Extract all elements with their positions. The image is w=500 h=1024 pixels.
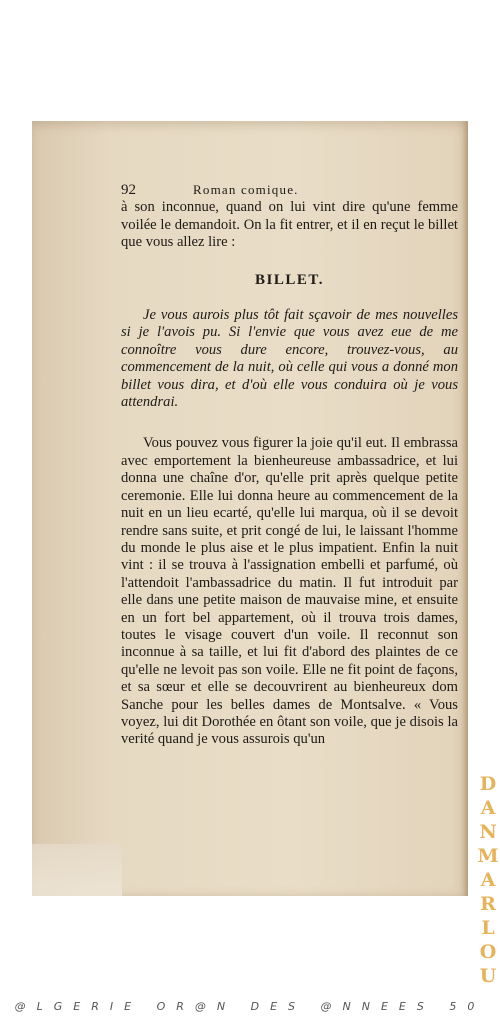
side-watermark-letter: L	[481, 917, 495, 939]
letter-paragraph: Je vous aurois plus tôt fait sçavoir de mes nouvelles si je l'avois pu. Si l'envie que vous avez eue de me connoître vous dure encore, trouvez-vous, au commencement de la nuit, où celle qui vous a donné mon billet vous dira, et d'où elle vous conduira où je vous attendrai.	[121, 307, 458, 411]
side-watermark-letter: O	[479, 941, 497, 963]
book-page	[32, 121, 468, 896]
side-watermark-letter: N	[479, 821, 497, 843]
page-corner-stain	[32, 844, 122, 896]
side-watermark-letter: A	[480, 797, 496, 819]
side-watermark-letter: U	[479, 965, 497, 987]
side-watermark-letter: A	[480, 869, 496, 891]
page-header	[121, 181, 458, 199]
side-watermark-letter: M	[477, 845, 499, 867]
footer-watermark: @LGERIE OR@N DES @NNEES 50	[14, 1000, 486, 1013]
running-head: Roman comique.	[193, 182, 299, 197]
page-text-block	[121, 181, 458, 749]
opening-paragraph: à son inconnue, quand on lui vint dire qu'une femme voilée le demandoit. On la fit entrer, et il en reçut le billet que vous allez lire :	[121, 199, 458, 251]
side-watermark-letter: R	[480, 893, 496, 915]
side-watermark	[476, 772, 500, 988]
page-edge-shadow	[462, 121, 468, 896]
page-number: 92	[121, 182, 136, 198]
section-heading: BILLET.	[255, 271, 324, 288]
body-paragraph: Vous pouvez vous figurer la joie qu'il eut. Il embrassa avec emportement la bienheureuse ambassadrice, et lui donna une chaîne d'or, qu'elle prit après quelque petite ceremonie. Elle lui donna heure au commencement de la nuit en un lieu ecarté, qu'elle lui marqua, où il se devoit rendre sans suite, et prit congé de lui, le laissant l'homme du monde le plus aise et le plus impatient. Enfin la nuit vint : il se trouva à l'assignation embelli et parfumé, où l'attendoit l'ambassadrice du matin. Il fut introduit par elle dans une petite maison de mauvaise mine, et ensuite en un fort bel appartement, où il trouva trois dames, toutes le visage couvert d'un voile. Il reconnut son inconnue à sa taille, et lui fit d'abord des plaintes de ce qu'elle ne levoit pas son voile. Elle ne fit point de façons, et sa sœur et elle se decouvrirent au bienheureux dom Sanche pour les belles dames de Montsalve. « Vous voyez, lui dit Dorothée en ôtant son voile, que je disois la verité quand je vous assurois qu'un	[121, 435, 458, 748]
side-watermark-letter: D	[479, 773, 497, 795]
